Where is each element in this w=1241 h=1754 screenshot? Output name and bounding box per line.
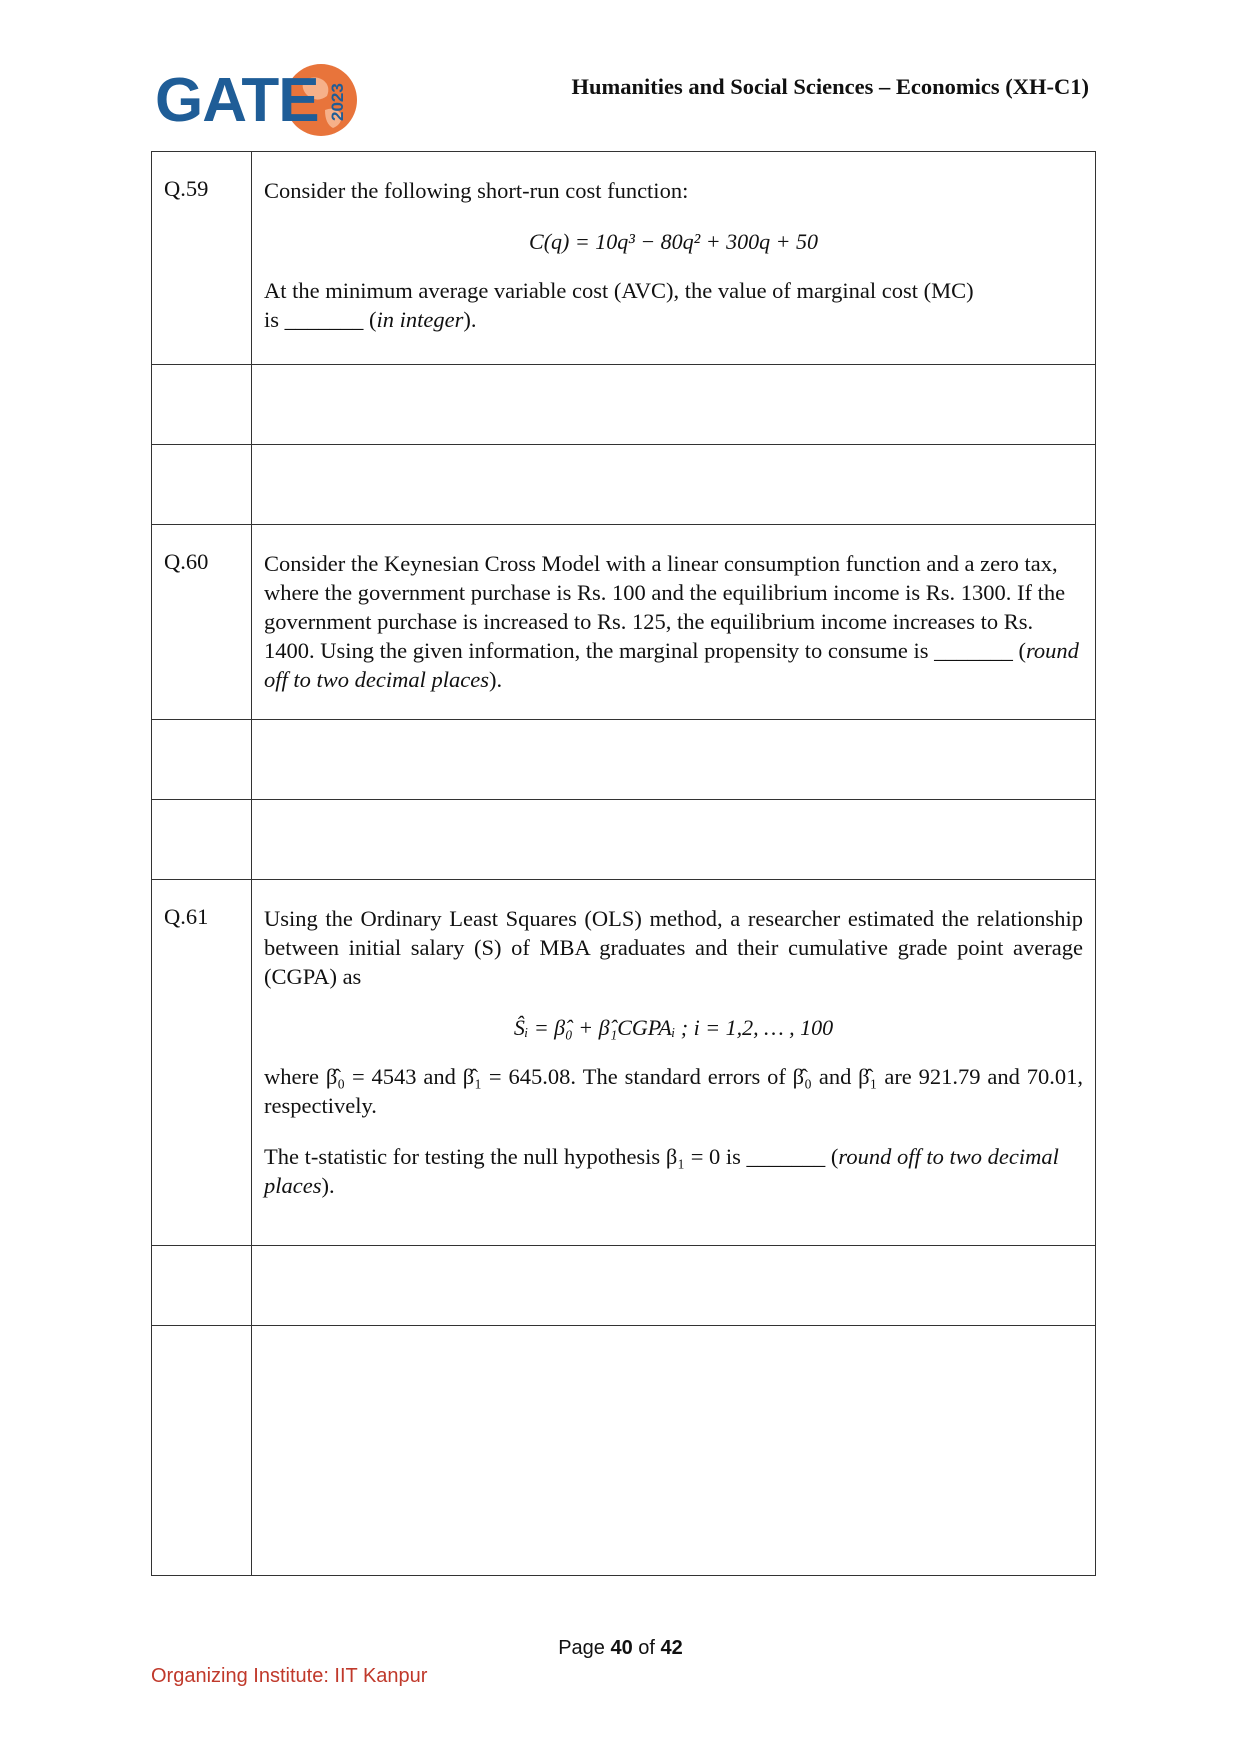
question-text: [264, 276, 1083, 334]
question-row-61: [152, 880, 1096, 1246]
coefficients-text: where β̂₀ = 4543 and β̂₁ = 645.08. The standard errors of β̂₀ and β̂₁ are 921.79 and 70.01, respectively.: [264, 1064, 1083, 1118]
page-prefix: Page: [558, 1637, 611, 1659]
question-body: [252, 525, 1096, 720]
question-text-end: ).: [463, 307, 477, 332]
blank-row: [152, 1326, 1096, 1576]
question-row-60: [152, 525, 1096, 720]
question-number: Q.59: [152, 152, 252, 365]
answer-format: round off to two decimal places: [264, 638, 1079, 692]
question-intro: Consider the following short-run cost function:: [264, 178, 689, 203]
question-text: [264, 549, 1083, 694]
blank-row: [152, 800, 1096, 880]
tstat-text: The t-statistic for testing the null hypothesis β₁ = 0 is _______ (: [264, 1144, 839, 1169]
question-body: [252, 880, 1096, 1246]
logo-year: 2023: [328, 83, 347, 121]
question-text-b: is _______ (: [264, 307, 377, 332]
question-number: Q.60: [152, 525, 252, 720]
question-number: Q.61: [152, 880, 252, 1246]
organizing-institute: Organizing Institute: IIT Kanpur: [151, 1665, 428, 1687]
page-current: 40: [610, 1637, 633, 1659]
questions-table: [151, 151, 1096, 1576]
gate-logo: [155, 60, 365, 140]
question-row-59: [152, 152, 1096, 365]
blank-row: [152, 365, 1096, 445]
blank-row: [152, 445, 1096, 525]
regression-equation: Ŝᵢ = β̂₀ + β̂₁CGPAᵢ ; i = 1,2, … , 100: [513, 1015, 834, 1040]
page-sep: of: [632, 1637, 661, 1659]
question-text-main: Consider the Keynesian Cross Model with a linear consumption function and a zero tax, where the government purchase is Rs. 100 and the equilibrium income is Rs. 1300. If the government purchase is increased to Rs. 125, the equilibrium income increases to Rs. 1400. Using the given information, the marginal propensity to consume is _______ (: [264, 551, 1066, 663]
question-text-a: At the minimum average variable cost (AVC), the value of marginal cost (MC): [264, 278, 974, 303]
cost-function-equation: C(q) = 10q³ − 80q² + 300q + 50: [529, 229, 818, 254]
answer-format: in integer: [376, 307, 464, 332]
logo-text: GATE: [155, 66, 319, 135]
question-body: [252, 152, 1096, 365]
blank-row: [152, 1246, 1096, 1326]
tstat-end: ).: [321, 1173, 335, 1198]
page-title: Humanities and Social Sciences – Economics (XH-C1): [571, 74, 1089, 99]
question-text-end: ).: [488, 667, 503, 692]
blank-row: [152, 720, 1096, 800]
tstat-question: [264, 1142, 1083, 1200]
page-number: [0, 1637, 1241, 1660]
question-intro: Using the Ordinary Least Squares (OLS) method, a researcher estimated the relationship between initial salary (S) of MBA graduates and their cumulative grade point average (CGPA) as: [264, 906, 1083, 989]
page-total: 42: [660, 1637, 683, 1659]
answer-format: round off to two decimal places: [264, 1144, 1059, 1198]
